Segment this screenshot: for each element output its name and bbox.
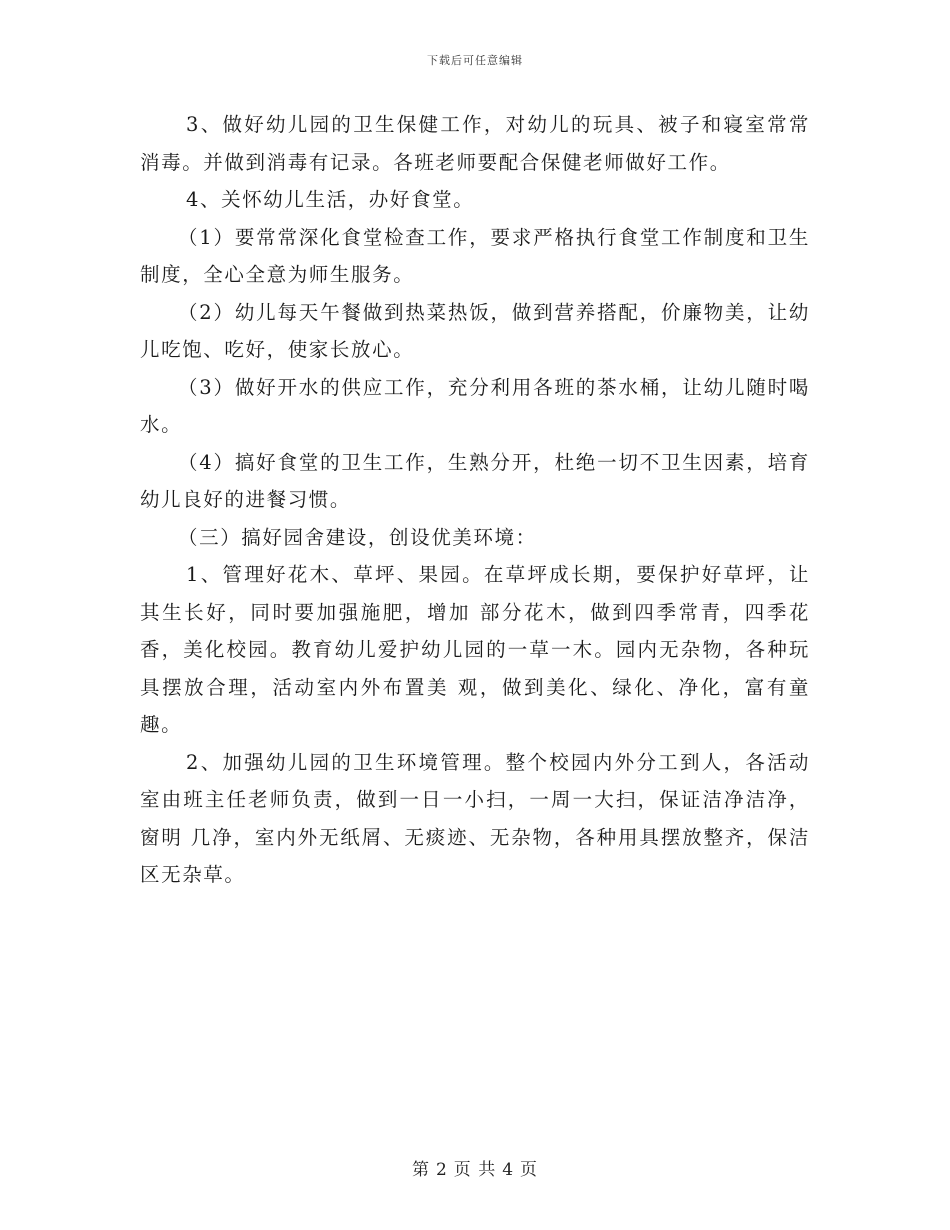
paragraph-greening: 1、管理好花木、草坪、果园。在草坪成长期，要保护好草坪，让其生长好，同时要加强施肥，增加 部分花木，做到四季常青，四季花香，美化校园。教育幼儿爱护幼儿园的一草一木。园内无杂物，各种玩具摆放合理，活动室内外布置美 观，做到美化、绿化、净化，富有童趣。 (140, 563, 810, 736)
paragraph-water-supply: （3）做好开水的供应工作，充分利用各班的茶水桶，让幼儿随时喝水。 (140, 375, 810, 436)
paragraph-environment-management: 2、加强幼儿园的卫生环境管理。整个校园内外分工到人，各活动室由班主任老师负责，做到一日一小扫，一周一大扫，保证洁净洁净，窗明 几净，室内外无纸屑、无痰迹、无杂物，各种用具摆放整齐，保洁区无杂草。 (140, 750, 810, 886)
paragraph-canteen-hygiene: （4）搞好食堂的卫生工作，生熟分开，杜绝一切不卫生因素，培育幼儿良好的进餐习惯。 (140, 450, 810, 511)
paragraph-canteen-inspection: （1）要常常深化食堂检查工作，要求严格执行食堂工作制度和卫生制度，全心全意为师生服务。 (140, 225, 810, 286)
footer-middle: 页 共 (453, 1160, 497, 1180)
paragraph-hygiene-care: 3、做好幼儿园的卫生保健工作，对幼儿的玩具、被子和寝室常常消毒。并做到消毒有记录。各班老师要配合保健老师做好工作。 (140, 113, 810, 174)
footer-prefix: 第 (411, 1160, 430, 1180)
section-heading-campus-construction: （三）搞好园舍建设，创设优美环境： (178, 525, 537, 549)
page-header-note: 下载后可任意编辑 (427, 54, 523, 67)
footer-total-pages: 4 (502, 1160, 515, 1180)
paragraph-canteen-heading: 4、关怀幼儿生活，办好食堂。 (186, 188, 475, 211)
page-footer (0, 1155, 950, 1180)
footer-suffix: 页 (520, 1160, 539, 1180)
footer-current-page: 2 (435, 1160, 448, 1180)
paragraph-lunch-nutrition: （2）幼儿每天午餐做到热菜热饭，做到营养搭配，价廉物美，让幼儿吃饱、吃好，使家长放心。 (140, 300, 810, 361)
document-body (140, 106, 810, 894)
